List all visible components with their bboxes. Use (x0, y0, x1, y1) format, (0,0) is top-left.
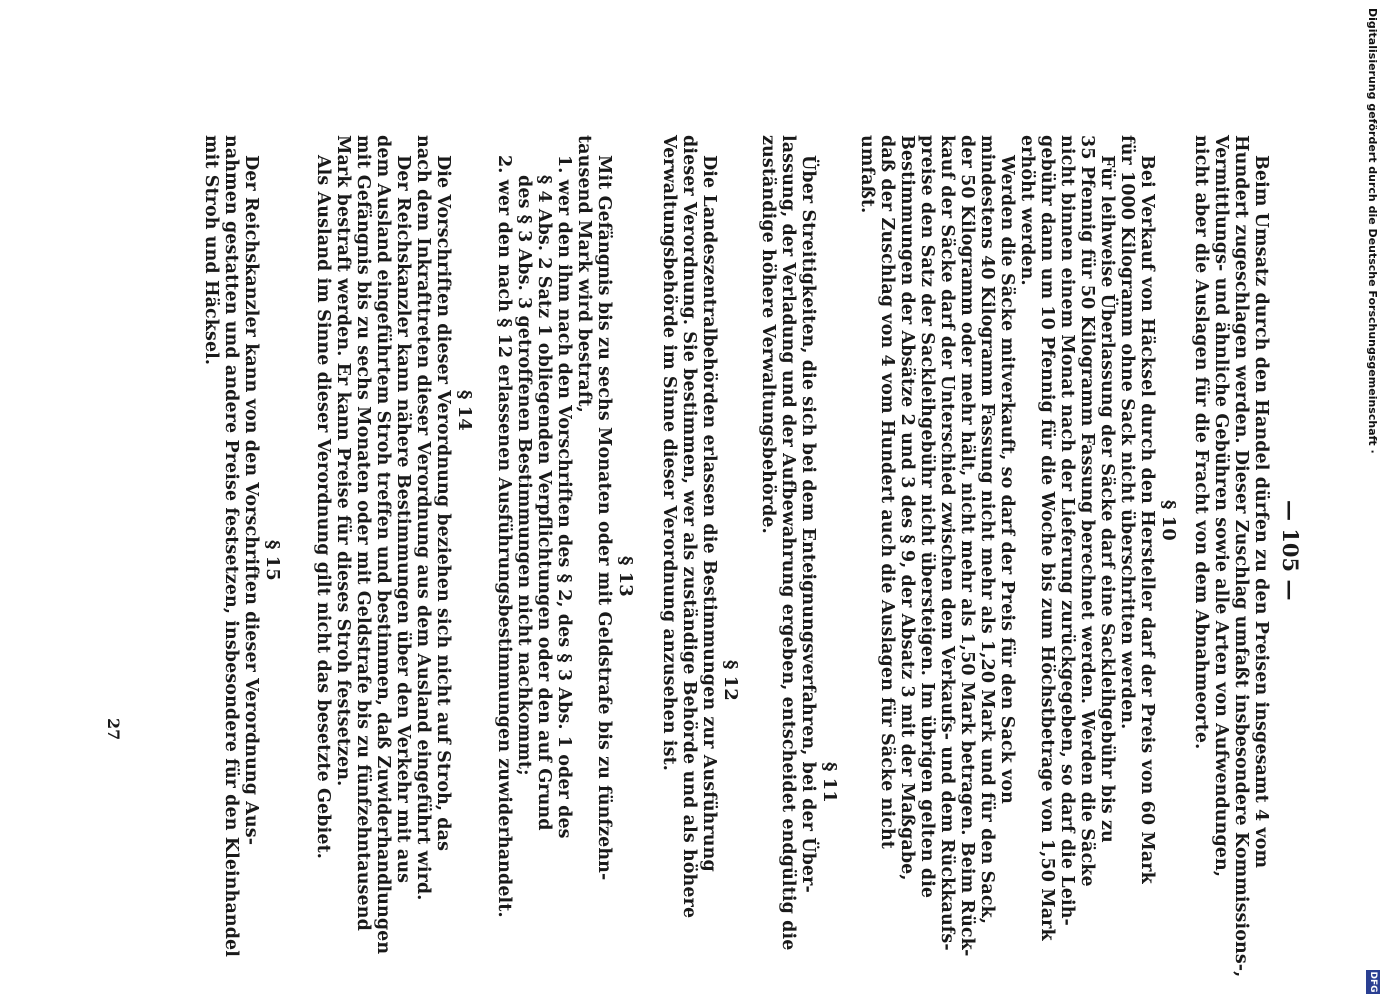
digitization-footer (1361, 0, 1383, 1000)
page-footer-number: 27 (104, 718, 123, 741)
text-line: Die Landeszentralbehörden erlassen die Bestimmungen zur Ausführung (699, 155, 719, 872)
text-line: erhöht werden. (1017, 135, 1037, 286)
section-heading: § 11 (819, 762, 840, 803)
text-line: nicht aber die Auslagen für die Fracht von dem Abnahmeorte. (1191, 135, 1211, 750)
text-line: lassung, der Verladung und der Aufbewahrung ergeben, entscheidet endgültig die (778, 135, 798, 951)
text-line: Als Ausland im Sinne dieser Verordnung gilt nicht das besetzte Gebiet. (313, 155, 333, 859)
text-line: Verwaltungsbehörde im Sinne dieser Verordnung anzusehen ist. (659, 135, 679, 771)
text-line: Mark bestraft werden. Er kann Preise für dieses Stroh festsetzen. (333, 135, 353, 787)
text-line: nicht binnen einem Monat nach der Lieferung zurückgegeben, so darf die Leih- (1057, 135, 1077, 926)
text-line: für 1000 Kilogramm ohne Sack nicht überschritten werden. (1117, 135, 1137, 730)
text-line: umfaßt. (857, 135, 877, 214)
section-heading: § 14 (454, 390, 475, 431)
text-line: Die Vorschriften dieser Verordnung beziehen sich nicht auf Stroh, das (433, 155, 453, 852)
text-line: Für leihweise Überlassung der Säcke darf eine Sackleihgebühr bis zu (1097, 155, 1117, 843)
text-line: Hundert zugeschlagen werden. Dieser Zuschlag umfaßt insbesondere Kommissions-, (1231, 135, 1251, 978)
text-line: Werden die Säcke mitverkauft, so darf der Preis für den Sack von (997, 155, 1017, 805)
text-line: 2. wer den nach § 12 erlassenen Ausführungsbestimmungen zuwiderhandelt. (494, 155, 514, 918)
text-line: Bei Verkauf von Häcksel durch den Hersteller darf der Preis von 60 Mark (1137, 155, 1157, 884)
text-line: der 50 Kilogramm oder mehr hält, nicht mehr als 1,50 Mark betragen. Beim Rück- (957, 135, 977, 957)
text-line: § 4 Abs. 2 Satz 1 obliegenden Verpflichtungen oder den auf Grund (534, 175, 554, 831)
section-heading: § 13 (615, 556, 636, 597)
page-number: — 105 — (1278, 500, 1303, 601)
text-line: gebühr dann um 10 Pfennig für die Woche bis zum Höchstbetrage von 1,50 Mark (1037, 135, 1057, 941)
text-line: daß der Zuschlag von 4 vom Hundert auch die Auslagen für Säcke nicht (877, 135, 897, 849)
section-heading: § 15 (262, 540, 283, 581)
text-line: 1. wer den ihm nach den Vorschriften des § 2, des § 3 Abs. 1 oder des (554, 155, 574, 839)
section-heading: § 12 (720, 660, 741, 701)
section-heading: § 10 (1158, 500, 1179, 541)
text-line: mit Stroh und Häcksel. (201, 135, 221, 366)
digitization-notice: Digitalisierung gefördert durch die Deutsche Forschungsgemeinschaft · (1366, 8, 1379, 454)
text-line: Beim Umsatz durch den Handel dürfen zu den Preisen insgesamt 4 vom (1251, 155, 1271, 869)
text-line: dem Ausland eingeführtem Stroh treffen und bestimmen, daß Zuwiderhandlungen (373, 135, 393, 955)
text-line: kauf der Säcke darf der Unterschied zwischen dem Verkaufs- und dem Rückkaufs- (937, 135, 957, 951)
text-line: Der Reichskanzler kann nähere Bestimmungen über den Verkehr mit aus (393, 155, 413, 884)
text-line: nach dem Inkrafttreten dieser Verordnung aus dem Ausland eingeführt wird. (413, 135, 433, 901)
text-line: 35 Pfennig für 50 Kilogramm Fassung berechnet werden. Werden die Säcke (1077, 135, 1097, 887)
text-line: Über Streitigkeiten, die sich bei dem Enteignungsverfahren, bei der Über- (798, 155, 818, 893)
text-line: Vermittlungs- und ähnliche Gebühren sowie alle Arten von Aufwendungen, (1211, 135, 1231, 878)
text-line: dieser Verordnung. Sie bestimmen, wer als zuständige Behörde und als höhere (679, 135, 699, 919)
text-line: Bestimmungen der Absätze 2 und 3 des § 9, der Absatz 3 mit der Maßgabe, (897, 135, 917, 881)
text-line: nahmen gestatten und andere Preise festsetzen, insbesondere für den Kleinhandel (221, 135, 241, 958)
text-line: Der Reichskanzler kann von den Vorschriften dieser Verordnung Aus- (241, 155, 261, 846)
text-line: mit Gefängnis bis zu sechs Monaten oder mit Geldstrafe bis zu fünfzehntausend (353, 135, 373, 931)
text-line: des § 3 Abs. 3 getroffenen Bestimmungen nicht nachkommt; (514, 175, 534, 776)
text-line: zuständige höhere Verwaltungsbehörde. (758, 135, 778, 534)
text-line: Mit Gefängnis bis zu sechs Monaten oder mit Geldstrafe bis zu fünfzehn- (594, 155, 614, 881)
dfg-logo: DFG (1368, 971, 1378, 993)
text-line: mindestens 40 Kilogramm Fassung nicht mehr als 1,20 Mark und für den Sack, (977, 135, 997, 925)
text-line: preise den Satz der Sackleihgebühr nicht übersteigen. Im übrigen gelten die (917, 135, 937, 899)
text-line: tausend Mark wird bestraft, (574, 135, 594, 413)
